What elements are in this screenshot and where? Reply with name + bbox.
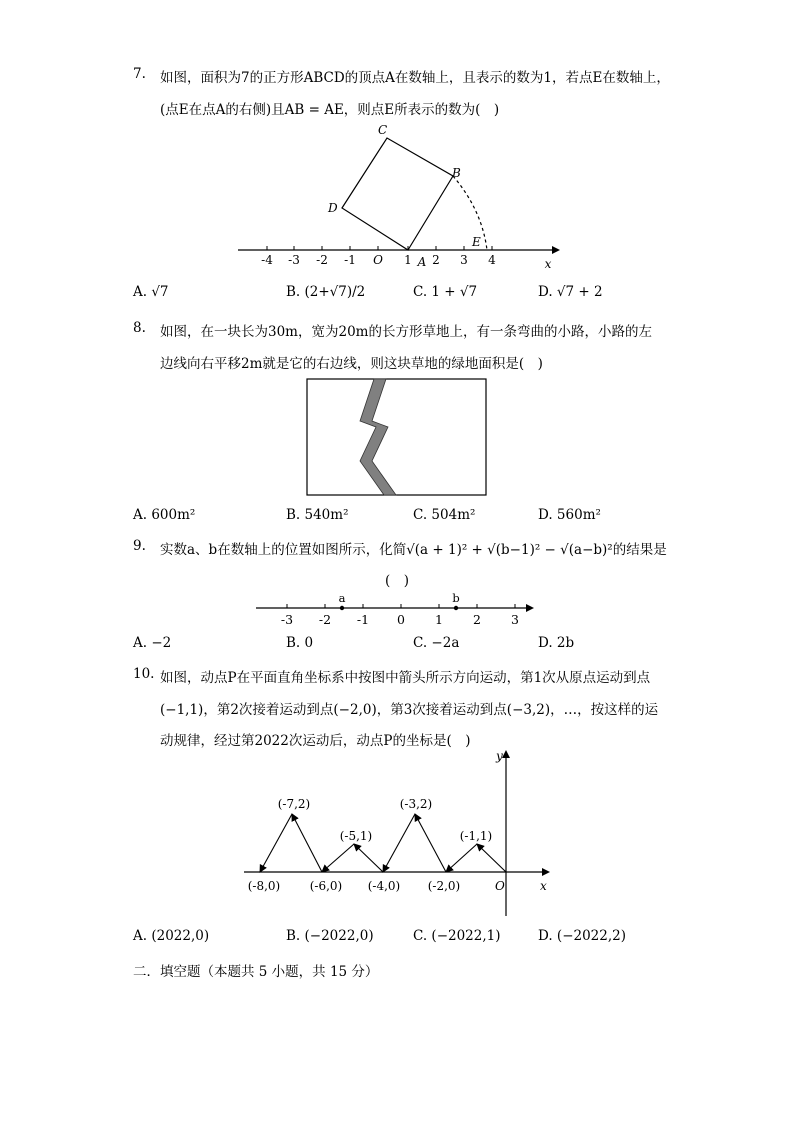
q9-text-line2: ( ) bbox=[385, 573, 410, 589]
q7-label-O: O bbox=[373, 253, 383, 267]
q10-text-line2: (−1,1)，第2次接着运动到点(−2,0)，第3次接着运动到点(−3,2)，…，按这样的运 bbox=[160, 702, 659, 718]
q7-text-line1: 如图，面积为7的正方形ABCD的顶点A在数轴上，且表示的数为1，若点E在数轴上， bbox=[160, 70, 670, 86]
q7-label-E: E bbox=[472, 235, 481, 249]
q8-number: 8. bbox=[133, 320, 146, 336]
q10-label-neg7-2: (-7,2) bbox=[277, 797, 311, 811]
q7-option-a[interactable]: A. √7 bbox=[133, 284, 169, 300]
q7-tick-1: 1 bbox=[404, 253, 412, 267]
q10-label-neg4-0: (-4,0) bbox=[367, 879, 401, 893]
q7-label-x: x bbox=[544, 257, 552, 271]
q10-label-neg1-1: (-1,1) bbox=[459, 829, 493, 843]
q10-label-neg2-0: (-2,0) bbox=[427, 879, 461, 893]
q10-option-a[interactable]: A. (2022,0) bbox=[133, 928, 210, 944]
q9-point-b bbox=[454, 606, 458, 610]
q9-label-a: a bbox=[338, 591, 346, 605]
q8-option-d[interactable]: D. 560m² bbox=[538, 507, 601, 523]
q7-option-d[interactable]: D. √7 + 2 bbox=[538, 284, 603, 300]
q7-option-b[interactable]: B. (2+√7)/2 bbox=[286, 284, 366, 300]
q8-option-b[interactable]: B. 540m² bbox=[286, 507, 349, 523]
q7-label-D: D bbox=[328, 201, 338, 215]
q10-origin: O bbox=[495, 879, 505, 893]
q7-label-C: C bbox=[378, 123, 388, 137]
q9-tick-neg1: -1 bbox=[356, 612, 370, 627]
q10-figure bbox=[236, 748, 556, 920]
q7-label-A: A bbox=[417, 255, 427, 269]
q10-label-neg3-2: (-3,2) bbox=[399, 797, 433, 811]
q7-label-B: B bbox=[452, 166, 461, 180]
section2-heading: 二．填空题（本题共 5 小题，共 15 分） bbox=[133, 964, 379, 980]
q9-figure bbox=[252, 588, 538, 628]
q10-axis-x: x bbox=[540, 879, 547, 893]
q10-option-b[interactable]: B. (−2022,0) bbox=[286, 928, 374, 944]
q10-option-c[interactable]: C. (−2022,1) bbox=[413, 928, 501, 944]
q9-tick-0: 0 bbox=[397, 612, 405, 627]
q9-tick-1: 1 bbox=[435, 612, 443, 627]
q7-tick-neg1: -1 bbox=[344, 253, 356, 267]
q9-option-c[interactable]: C. −2a bbox=[413, 635, 460, 651]
q7-tick-neg3: -3 bbox=[288, 253, 300, 267]
q9-text-line1: 实数a、b在数轴上的位置如图所示，化简√(a + 1)² + √(b−1)² − √(a−b)²的结果是 bbox=[160, 542, 667, 558]
q7-option-c[interactable]: C. 1 + √7 bbox=[413, 284, 478, 300]
q9-label-b: b bbox=[452, 591, 460, 605]
q9-tick-3: 3 bbox=[511, 612, 519, 627]
q9-point-a bbox=[340, 606, 344, 610]
q8-option-c[interactable]: C. 504m² bbox=[413, 507, 476, 523]
q10-label-neg8-0: (-8,0) bbox=[247, 879, 281, 893]
q9-option-b[interactable]: B. 0 bbox=[286, 635, 314, 651]
q8-text-line2: 边线向右平移2m就是它的右边线，则这块草地的绿地面积是( ) bbox=[160, 356, 543, 372]
q7-figure bbox=[230, 122, 570, 272]
q9-tick-neg3: -3 bbox=[280, 612, 294, 627]
q10-text-line3: 动规律，经过第2022次运动后，动点P的坐标是( ) bbox=[160, 733, 471, 749]
q7-tick-neg2: -2 bbox=[316, 253, 328, 267]
q10-axis-y: y bbox=[496, 749, 503, 763]
q7-tick-3: 3 bbox=[460, 253, 468, 267]
q10-label-neg6-0: (-6,0) bbox=[309, 879, 343, 893]
q8-option-a[interactable]: A. 600m² bbox=[133, 507, 196, 523]
q8-figure bbox=[306, 378, 488, 498]
q7-tick-2: 2 bbox=[432, 253, 440, 267]
q10-label-neg5-1: (-5,1) bbox=[339, 829, 373, 843]
q10-option-d[interactable]: D. (−2022,2) bbox=[538, 928, 627, 944]
q7-tick-4: 4 bbox=[488, 253, 496, 267]
q9-option-a[interactable]: A. −2 bbox=[133, 635, 172, 651]
q7-text-line2: (点E在点A的右侧)且AB = AE，则点E所表示的数为( ) bbox=[160, 102, 500, 118]
q9-number: 9. bbox=[133, 538, 146, 554]
q10-number: 10. bbox=[133, 666, 155, 682]
q10-text-line1: 如图，动点P在平面直角坐标系中按图中箭头所示方向运动，第1次从原点运动到点 bbox=[160, 670, 651, 686]
q7-tick-neg4: -4 bbox=[261, 253, 273, 267]
q9-tick-2: 2 bbox=[473, 612, 481, 627]
q9-option-d[interactable]: D. 2b bbox=[538, 635, 575, 651]
q8-text-line1: 如图，在一块长为30m，宽为20m的长方形草地上，有一条弯曲的小路，小路的左 bbox=[160, 324, 652, 340]
q7-number: 7. bbox=[133, 66, 146, 82]
q9-tick-neg2: -2 bbox=[318, 612, 332, 627]
